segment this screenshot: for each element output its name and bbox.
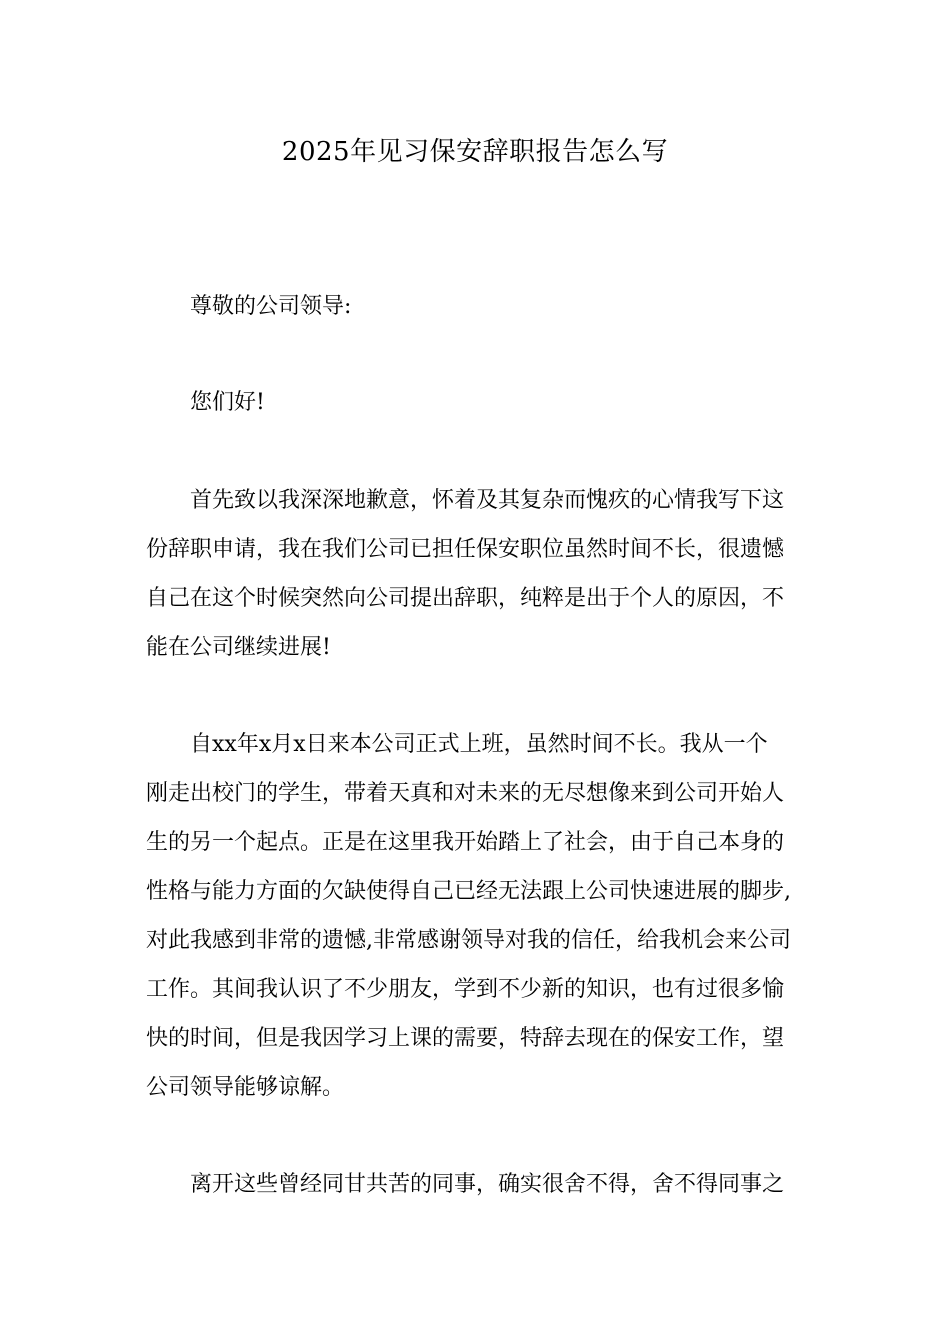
text-line: 离开这些曾经同甘共苦的同事，确实很舍不得，舍不得同事之 — [190, 1172, 785, 1197]
text-line: 公司领导能够谅解。 — [146, 1075, 345, 1100]
text-line: 性格与能力方面的欠缺使得自己已经无法跟上公司快速进展的脚步, — [146, 879, 791, 904]
paragraph-farewell — [146, 1160, 806, 1209]
text-line: 刚走出校门的学生，带着天真和对未来的无尽想像来到公司开始人 — [146, 781, 785, 806]
greeting-text: 您们好! — [190, 390, 265, 415]
text-line: 自己在这个时候突然向公司提出辞职，纯粹是出于个人的原因，不 — [146, 586, 785, 611]
text-line: 自xx年x月x日来本公司正式上班，虽然时间不长。我从一个 — [190, 732, 768, 757]
text-line: 对此我感到非常的遗憾,非常感谢领导对我的信任，给我机会来公司 — [146, 928, 791, 953]
document-title: 2025年见习保安辞职报告怎么写 — [281, 137, 669, 167]
text-line: 快的时间，但是我因学习上课的需要，特辞去现在的保安工作，望 — [146, 1026, 785, 1051]
paragraph-reason — [146, 720, 806, 1112]
text-line: 份辞职申请，我在我们公司已担任保安职位虽然时间不长，很遗憾 — [146, 537, 785, 562]
paragraph-apology — [146, 476, 806, 672]
greeting — [146, 378, 806, 427]
salutation-text: 尊敬的公司领导: — [190, 294, 352, 319]
text-line: 能在公司继续进展! — [146, 635, 331, 660]
salutation — [146, 282, 806, 331]
text-line: 生的另一个起点。正是在这里我开始踏上了社会，由于自己本身的 — [146, 830, 785, 855]
text-line: 首先致以我深深地歉意，怀着及其复杂而愧疚的心情我写下这 — [190, 488, 785, 513]
text-line: 工作。其间我认识了不少朋友，学到不少新的知识，也有过很多愉 — [146, 977, 785, 1002]
